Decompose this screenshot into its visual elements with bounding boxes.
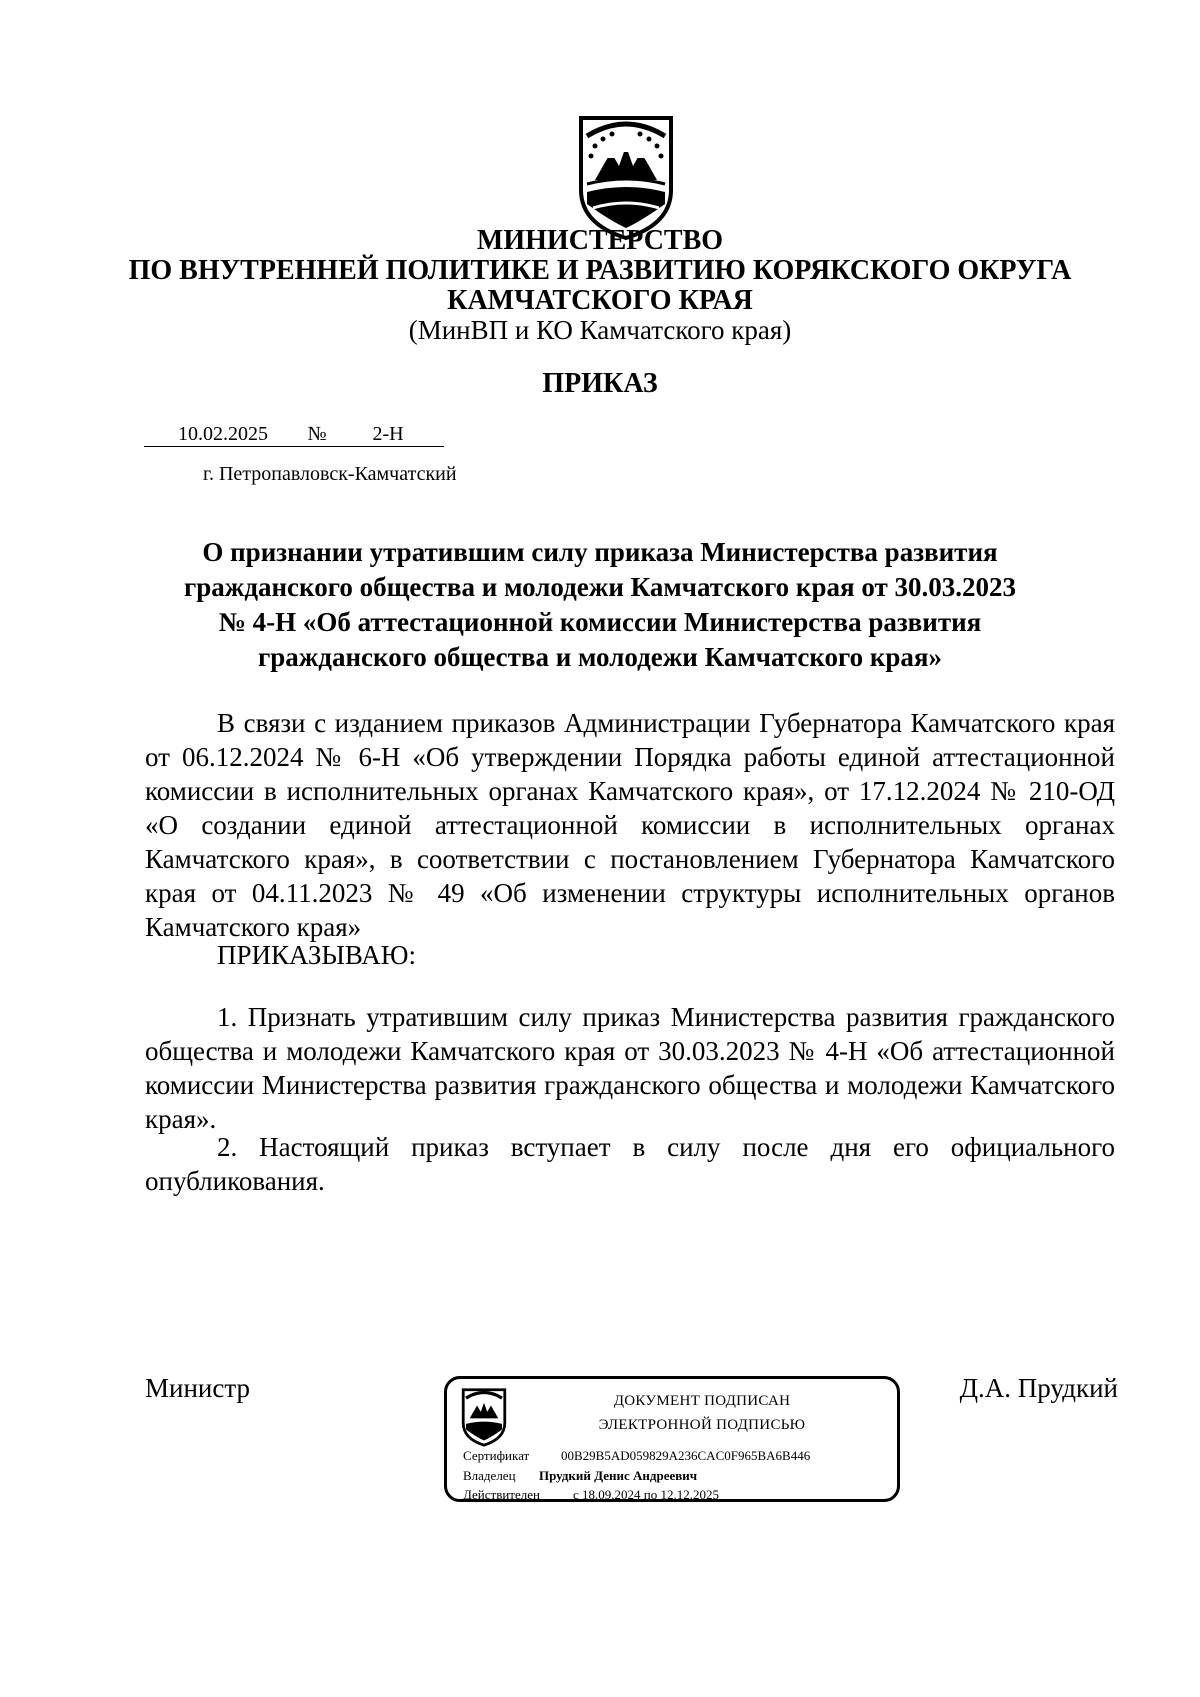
order-number: 2-Н xyxy=(332,422,444,447)
order-item-2: 2. Настоящий приказ вступает в силу после дня его официального опубликования. xyxy=(145,1132,1115,1196)
validity-value: с 18.09.2024 по 12.12.2025 xyxy=(573,1487,719,1502)
stamp-emblem-icon xyxy=(459,1387,509,1447)
number-sign: № xyxy=(302,422,332,447)
certificate-label: Сертификат xyxy=(463,1448,530,1463)
order-city: г. Петропавловск-Камчатский xyxy=(203,463,457,485)
ministry-title-line1: МИНИСТЕРСТВО xyxy=(476,225,724,256)
stamp-heading-1: ДОКУМЕНТ ПОДПИСАН xyxy=(613,1393,791,1409)
order-item-1: 1. Признать утратившим силу приказ Министерства развития гражданского общества и молодежи Камчатского края от 30.03.2023 № 4-Н «Об аттестационной комиссии Министерства развития гражданского общества и молодежи Камчатского края». xyxy=(145,1002,1115,1134)
subject-line-4: гражданского общества и молодежи Камчатского края» xyxy=(257,642,943,672)
certificate-value: 00B29B5AD059829A236CAC0F965BA6B446 xyxy=(561,1448,811,1463)
owner-value: Прудкий Денис Андреевич xyxy=(539,1468,698,1483)
ministry-abbreviation: (МинВП и КО Камчатского края) xyxy=(408,315,792,345)
subject-line-3: № 4-Н «Об аттестационной комиссии Министерства развития xyxy=(218,607,982,637)
order-title: ПРИКАЗ xyxy=(542,368,658,399)
validity-label: Действителен xyxy=(463,1487,540,1502)
ministry-title-line2: ПО ВНУТРЕННЕЙ ПОЛИТИКЕ И РАЗВИТИЮ КОРЯКСКОГО ОКРУГА xyxy=(128,255,1072,286)
stamp-heading-2: ЭЛЕКТРОННОЙ ПОДПИСЬЮ xyxy=(598,1417,806,1433)
electronic-signature-stamp xyxy=(444,1376,900,1502)
order-subject xyxy=(150,535,1050,675)
stamp-owner-row xyxy=(463,1467,697,1485)
stamp-validity-row xyxy=(463,1486,719,1504)
subject-line-2: гражданского общества и молодежи Камчатского края от 30.03.2023 xyxy=(183,572,1016,602)
stamp-certificate-row xyxy=(463,1447,810,1465)
signer-position: Министр xyxy=(145,1373,250,1403)
order-word: ПРИКАЗЫВАЮ: xyxy=(217,940,416,970)
signer-name: Д.А. Прудкий xyxy=(959,1373,1118,1403)
ministry-title-line3: КАМЧАТСКОГО КРАЯ xyxy=(447,285,753,316)
subject-line-1: О признании утратившим силу приказа Министерства развития xyxy=(202,537,998,567)
coat-of-arms-icon xyxy=(573,112,679,242)
owner-label: Владелец xyxy=(463,1468,516,1483)
order-date: 10.02.2025 xyxy=(144,422,302,447)
order-date-number xyxy=(144,422,444,447)
preamble-paragraph: В связи с изданием приказов Администрации Губернатора Камчатского края от 06.12.2024 № 6-Н «Об утверждении Порядка работы единой аттестационной комиссии в исполнительных органах Камчатского края», от 17.12.2024 № 210-ОД «О создании единой аттестационной комиссии в исполнительных органах Камчатского края», в соответствии с постановлением Губернатора Камчатского края от 04.11.2023 № 49 «Об изменении структуры исполнительных органов Камчатского края» xyxy=(145,708,1115,942)
